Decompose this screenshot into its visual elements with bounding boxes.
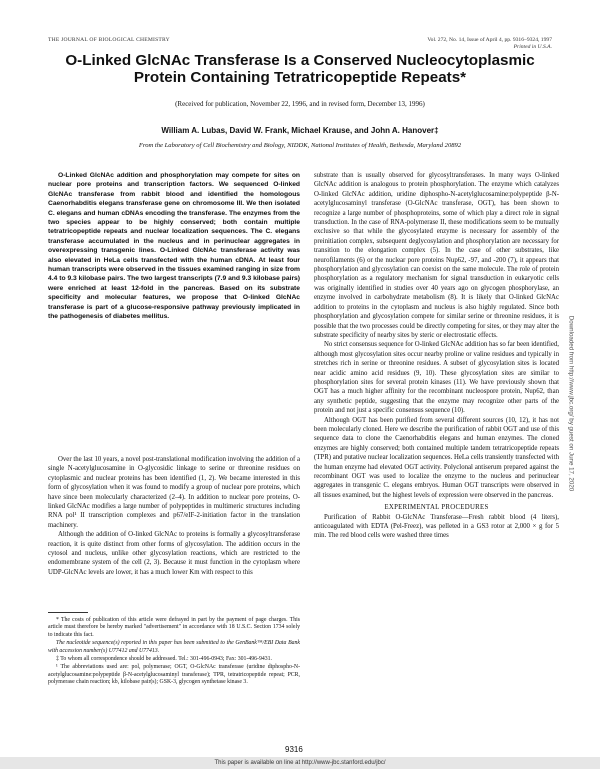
body-paragraph: No strict consensus sequence for O-linked GlcNAc addition has so far been identified, although most glycosylation sites occur nearby proline or valine residues and typically in stretches rich in serine or threonine residues. A subset of glycosylation sites is located near acidic amino acid residues (9, 10). These glycosylation sites are similar to phosphorylation sites for several protein kinases (11). We have previously shown that OGT has a much higher affinity for the recombinant nucleospore protein, Nup62, than any synthetic peptide, suggesting that the enzyme may recognize other parts of the protein and not just a specific consensus sequence (10). bbox=[314, 341, 559, 415]
page-number: 9316 bbox=[285, 745, 303, 754]
volume-line: Vol. 272, No. 14, Issue of April 4, pp. 9316–9324, 1997 bbox=[427, 37, 552, 43]
abstract-text: O-Linked GlcNAc addition and phosphorylation may compete for sites on nuclear pore proteins and transcription factors. We sequenced O-linked GlcNAc transferase from rabbit blood and identified the homologous Caenorhabditis elegans transferase gene on chromosome III. We then isolated C. elegans and human cDNAs encoding the transferase. The enzymes from the two species appear to be highly conserved; both contain multiple tetratricopeptide repeats and nuclear localization sequences. The C. elegans transferase accumulated in the nucleus and in perinuclear aggregates in overexpressing transgenic lines. O-Linked GlcNAc transferase activity was also elevated in HeLa cells transfected with the human cDNA. At least four human transcripts were observed in the tissues examined ranging in size from 4.4 to 9.3 kilobase pairs. The two largest transcripts (7.9 and 9.3 kilobase pairs) were enriched at least 12-fold in the pancreas. Based on its substrate specificity and molecular features, we propose that O-linked GlcNAc transferase is part of a glucose-responsive pathway previously implicated in the pathogenesis of diabetes mellitus. bbox=[48, 172, 300, 321]
footnote: ¹ The abbreviations used are: pol, polymerase; OGT, O-GlcNAc transferase (uridine diphospho-N-acetylglucosamine:polypeptide β-N-acetylglucosaminyl transferase); TPR, tetratricopeptide repeat; PCR, polymerase chain reaction; kb, kilobase pair(s); GSK-3, glycogen synthetase kinase 3. bbox=[48, 664, 300, 686]
abstract bbox=[48, 171, 300, 322]
methods-paragraph: Purification of Rabbit O-GlcNAc Transferase—Fresh rabbit blood (4 liters), anticoagulated with EDTA (Pel-Freez), was pelleted in a GS3 rotor at 2,000 × g for 5 min. The red blood cells were washed three times bbox=[314, 513, 559, 540]
printed-line: Printed in U.S.A. bbox=[513, 43, 552, 50]
body-paragraph: Over the last 10 years, a novel post-translational modification involving the addition of a single N-acetylglucosamine in O-glycosidic linkage to serine or threonine residues on cytoplasmic and nuclear proteins has been identified (1, 2). We became interested in this form of glycosylation when it was found to modify a group of nuclear pore proteins, which have since been molecularly characterized (2–4). In addition to nuclear pore proteins, O-linked GlcNAc modifies a large number of polypeptides in multimeric structures including RNA pol¹ II transcription complexes and p67/eIF-2-initiation factor in the translation machinery. bbox=[48, 456, 300, 529]
download-link-text[interactable]: Downloaded from http://www.jbc.org/ by guest on June 17, 2020 bbox=[567, 315, 575, 492]
body-right-column bbox=[314, 171, 559, 541]
received-dates: (Received for publication, November 22, 1996, and in revised form, December 13, 1996) bbox=[175, 100, 425, 108]
author-list: William A. Lubas, David W. Frank, Michael Krause, and John A. Hanover‡ bbox=[161, 126, 439, 135]
footer-availability: This paper is available on line at http://www-jbc.stanford.edu/jbc/ bbox=[0, 757, 600, 769]
download-watermark bbox=[566, 240, 576, 570]
article-title: O-Linked GlcNAc Transferase Is a Conserved Nucleocytoplasmic Protein Containing Tetratricopeptide Repeats* bbox=[65, 52, 535, 86]
body-left-column bbox=[48, 455, 300, 577]
footnote: The nucleotide sequence(s) reported in this paper has been submitted to the GenBank™/EBI Data Bank with accession number(s) U77412 and U77413. bbox=[48, 640, 300, 654]
issue-info bbox=[427, 37, 552, 50]
body-paragraph: Although OGT has been purified from several different sources (10, 12), it has not been molecularly cloned. Here we describe the purification of rabbit OGT and use of this sequence data to clone the Caenorhabditis elegans and human enzymes. The cloned enzymes are highly conserved; both contained multiple tandem tetratricopeptide repeats (TPR) and putative nuclear localization sequences. HeLa cells transiently transfected with the human enzyme had elevated OGT activity. Polyclonal antiserum prepared against the recombinant OGT was used to localize the enzyme to the nucleus and perinuclear aggregates in transgenic C. elegans embryos. Human OGT transcripts were observed in all tissues examined, but the highest levels of expression were observed in the pancreas. bbox=[314, 416, 559, 499]
section-heading: EXPERIMENTAL PROCEDURES bbox=[384, 504, 489, 512]
body-paragraph: substrate than is usually observed for glycosyltransferases. In many ways O-linked GlcNAc addition is analogous to protein phosphorylation. The enzyme which catalyzes O-linked GlcNAc addition, uridine diphospho-N-acetylglucosamine:polypeptide β-N-acetylglucosaminyl transferase (O-GlcNAc transferase, OGT), has been shown to recognize a large number of phosphoproteins, some of which play a direct role in signal transduction. In the case of RNA-polymerase II, these modifications seem to be mutually exclusive so that while the glycosylated enzyme is necessary for assembly of the preinitiation complex, subsequent deglycosylation and phosphorylation are necessary for transition to the elongation complex (5). In the case of other substrates, like neurofilaments (6) or the nuclear pore proteins Nup62, -97, and -200 (7), it appears that phosphorylation and glycosylation can coexist on the same molecule. The role of protein phosphorylation as a regulatory mechanism for signal transduction in eukaryotic cells was originally identified in studies over 40 years ago on glycogen phosphorylase, an enzyme involved in carbohydrate metabolism (8). It is likely that O-linked GlcNAc addition to proteins in the cytoplasm and nucleus is also highly regulated. Since both phosphorylation and glycosylation compete for similar serine or threonine residues, it is possible that the two processes could be directly competing for sites, or they may alter the substrate specificity of nearby sites by steric or electrostatic effects. bbox=[314, 172, 559, 339]
affiliation: From the Laboratory of Cell Biochemistry and Biology, NIDDK, National Institutes of Health, Bethesda, Maryland 20892 bbox=[138, 142, 462, 149]
footnotes bbox=[48, 617, 300, 688]
body-paragraph: Although the addition of O-linked GlcNAc to proteins is formally a glycosyltransferase reaction, it is quite distinct from other forms of glycosylation. The addition occurs in the cytosol and nucleus, unlike other glycosylation reactions, which are restricted to the endomembrane system of the cell (2, 3). Because it must function in the cytoplasm where UDP-GlcNAc levels are lower, it has a much lower Km with respect to this bbox=[48, 531, 300, 576]
footnote: ‡ To whom all correspondence should be addressed. Tel.: 301-496-0943; Fax: 301-496-9431. bbox=[56, 656, 272, 663]
journal-name: THE JOURNAL OF BIOLOGICAL CHEMISTRY bbox=[48, 37, 170, 43]
footnote-divider bbox=[48, 612, 88, 613]
footnote: * The costs of publication of this article were defrayed in part by the payment of page charges. This article must therefore be hereby marked "advertisement" in accordance with 18 U.S.C. Section 1734 solely to indicate this fact. bbox=[48, 617, 300, 638]
